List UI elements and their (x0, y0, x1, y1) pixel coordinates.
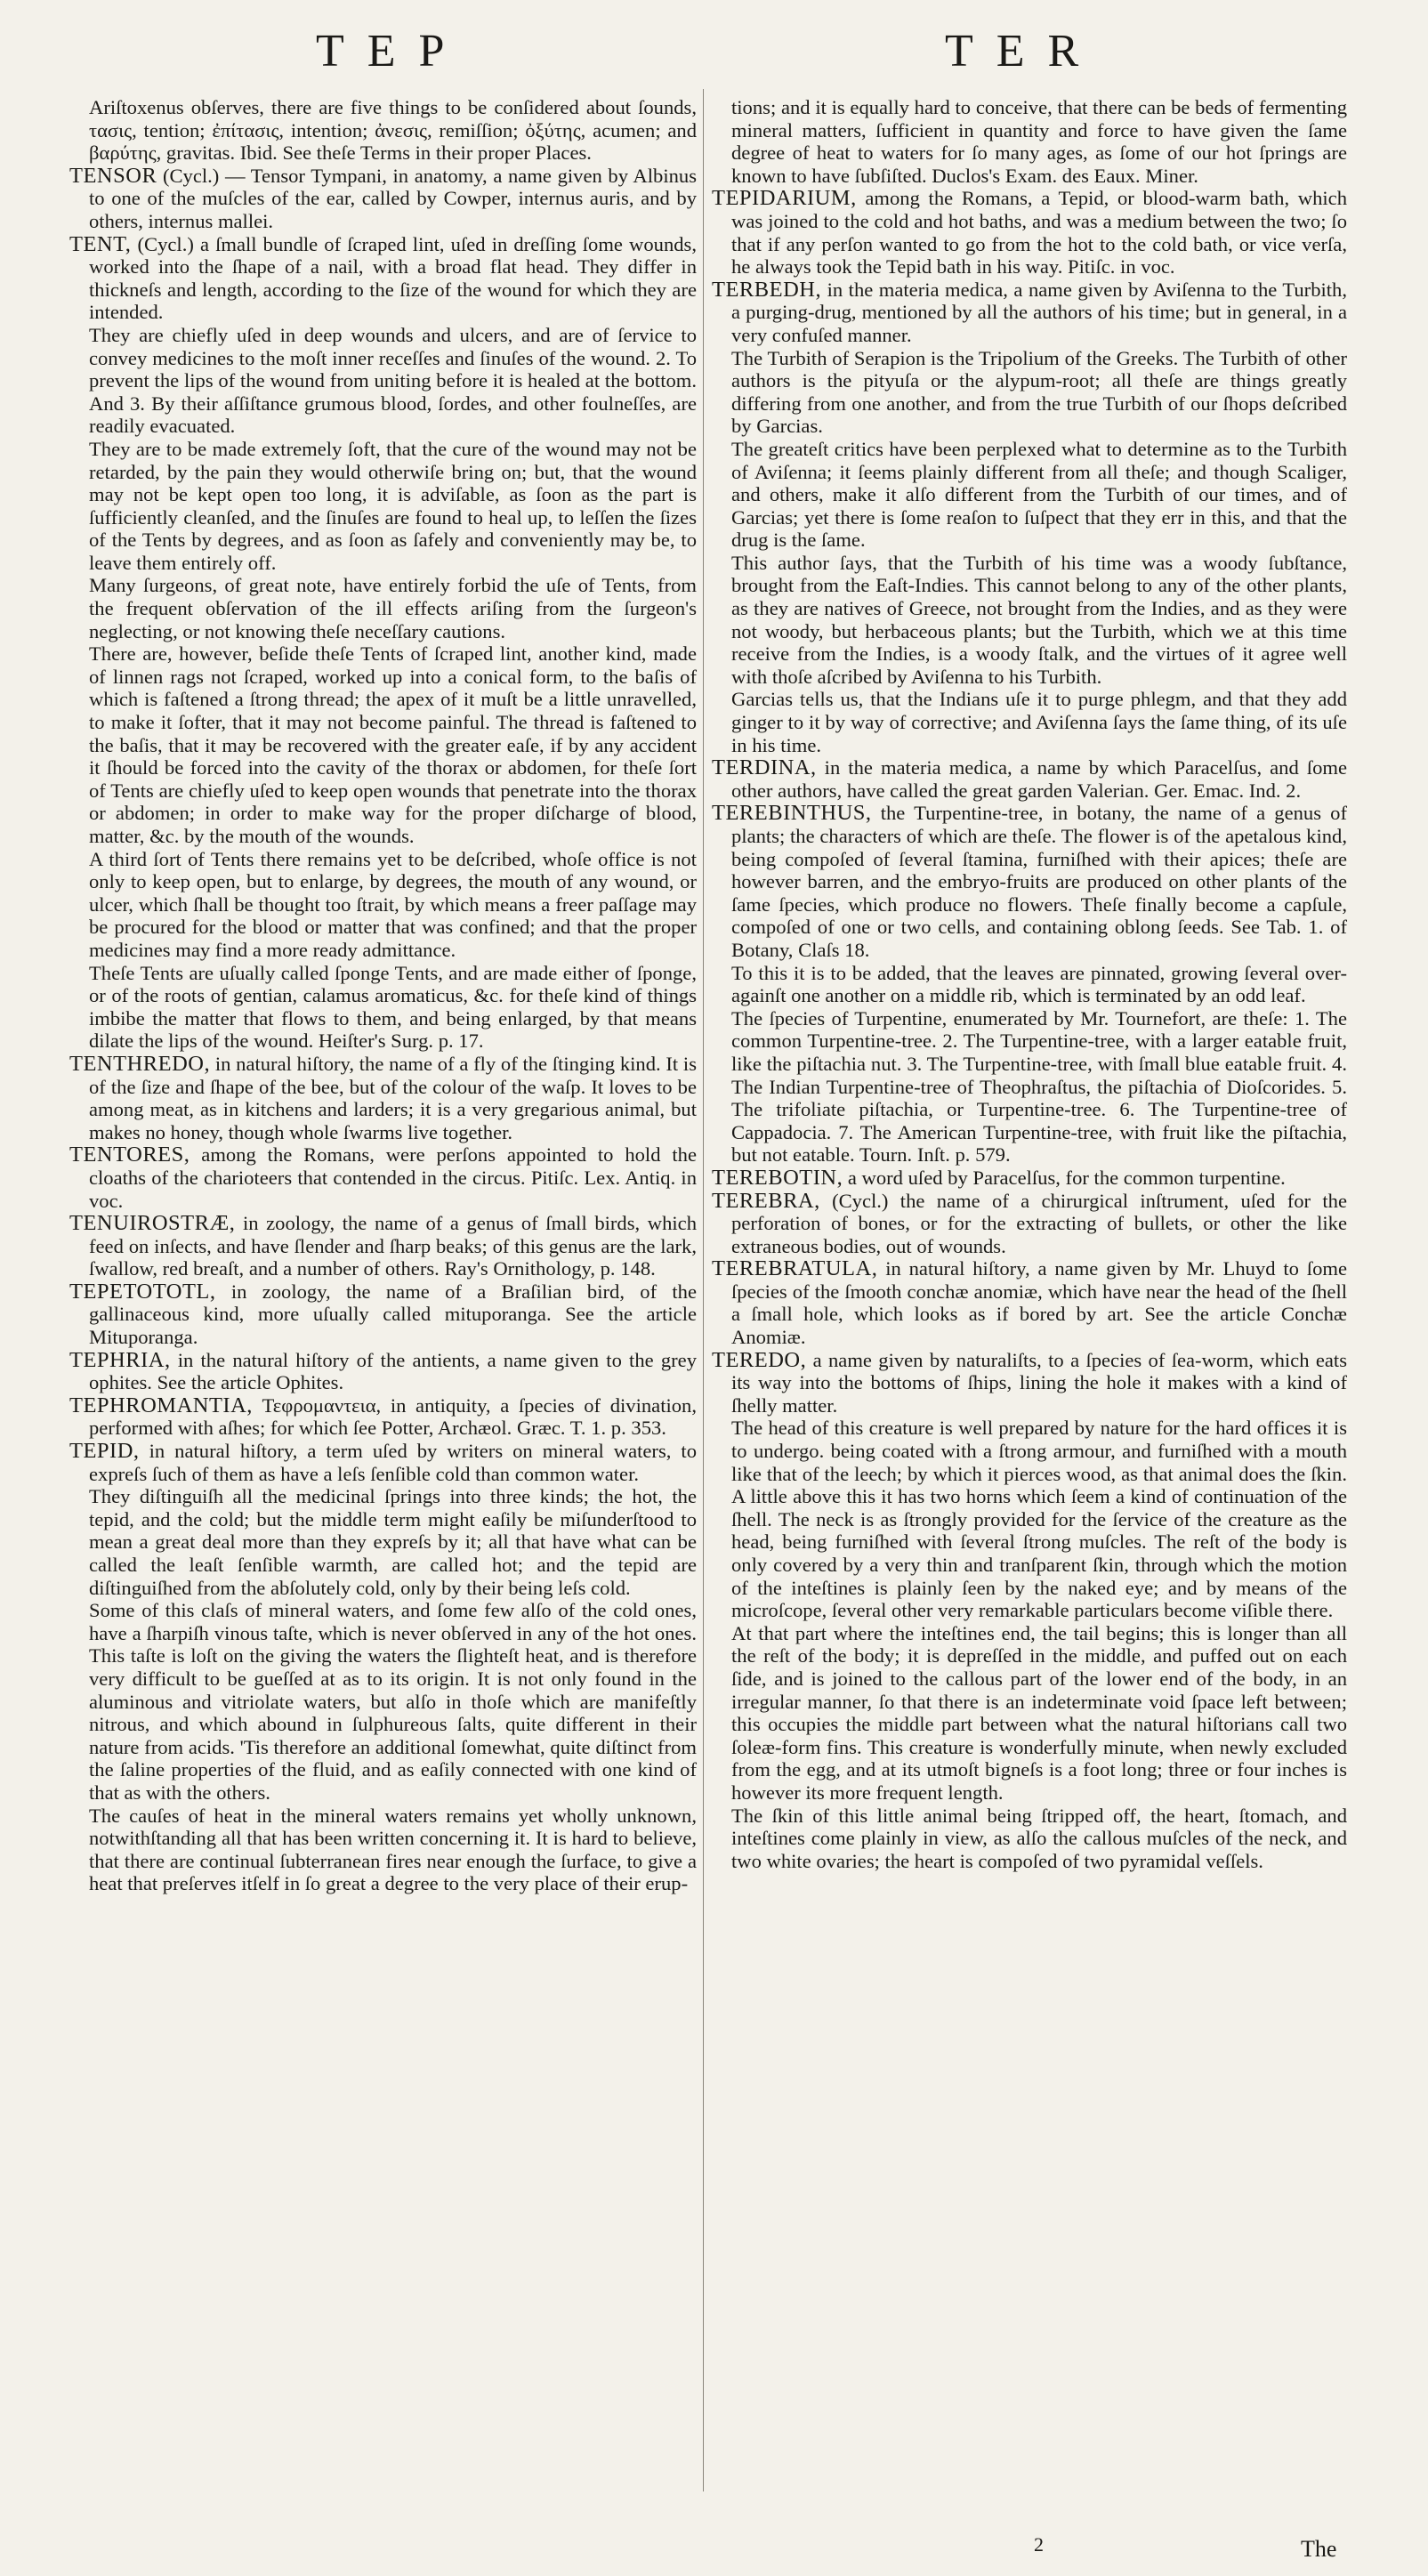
entry-tensor: TENSOR (Cycl.) — Tensor Tympani, in anatomy, a name given by Albinus to one of the muſcles of the ear, called by Cowper, internus auris, and by others, internus mallei. (69, 163, 697, 232)
entry-paragraph: The ſpecies of Turpentine, enumerated by Mr. Tournefort, are theſe: 1. The common Turpentine-tree. 2. The Turpentine-tree, with a larger eatable fruit, like the piſtachia nut. 3. The Turpentine-tree, with ſmall blue eatable fruit. 4. The Indian Turpentine-tree of Theophraſtus, the piſtachia of Dioſcorides. 5. The trifoliate piſtachia, or Turpentine-tree. 6. The Turpentine-tree of Cappadocia. 7. The American Turpentine-tree, with fruit like the piſtachia, but not eatable. Tourn. Inſt. p. 579. (731, 1006, 1347, 1167)
running-head-left: TEP (316, 26, 468, 77)
entry-tepetototl: TEPETOTOTL, in zoology, the name of a Braſilian bird, of the gallinaceous kind, more uſually called mituporanga. See the article Mituporanga. (69, 1279, 697, 1349)
headword: TEPHRIA, (69, 1347, 171, 1372)
entry-paragraph: The ſkin of this little animal being ſtripped off, the heart, ſtomach, and inteſtines come plainly in view, as alſo the callous muſcles of the neck, and two white ovaries; the heart is compoſed of two pyramidal veſſels. (731, 1804, 1347, 1872)
entry-paragraph: To this it is to be added, that the leaves are pinnated, growing ſeveral over-againſt one another on a middle rib, which is terminated by an odd leaf. (731, 961, 1347, 1007)
entry-terebra: TEREBRA, (Cycl.) the name of a chirurgical inſtrument, uſed for the perforation of bones, or for the extracting of bullets, or other the like extraneous bodies, out of wounds. (712, 1188, 1347, 1257)
running-head-right: TER (945, 26, 1102, 77)
entry-tephria: TEPHRIA, in the natural hiſtory of the antients, a name given to the grey ophites. See the article Ophites. (69, 1347, 697, 1394)
entry-tenthredo: TENTHREDO, in natural hiſtory, the name of a fly of the ſtinging kind. It is of the ſize and ſhape of the bee, but of the colour of the waſp. It loves to be among meat, as in kitchens and larders; it is a very gregarious animal, but makes no honey, though whole ſwarms live together. (69, 1051, 697, 1143)
headword: TENTHREDO, (69, 1051, 211, 1076)
headword: TENTORES, (69, 1143, 190, 1167)
headword: TEREDO, (712, 1347, 807, 1372)
entry-paragraph: A third ſort of Tents there remains yet to be deſcribed, whoſe office is not only to keep open, but to enlarge, by degrees, the mouth of any wound, or ulcer, which ſhall be thought too ſtrait, by which means a freer paſſage may be procured for the blood or matter that was confined; and that the proper medicines may find a more ready admittance. (89, 847, 697, 961)
headword: TEPID, (69, 1439, 140, 1464)
headword: TEREBRA, (712, 1188, 820, 1213)
entry-paragraph: Some of this claſs of mineral waters, and ſome few alſo of the cold ones, have a ſharpiſh vinous taſte, which is never obſerved in any of the hot ones. This taſte is loſt on the giving the waters the ſlighteſt heat, and is therefore very difficult to be gueſſed at as to its origin. It is not only found in the aluminous and vitriolate waters, but alſo in thoſe which are manifeſtly nitrous, and which abound in ſulphureous ſalts, quite different in their nature from acids. 'Tis therefore an additional ſomewhat, quite diſtinct from the ſaline properties of the fluid, and as eaſily connected with one kind of that as with the others. (89, 1599, 697, 1804)
entry-tephromantia: TEPHROMANTIA, Τεφρομαντεια, in antiquity, a ſpecies of divination, performed with aſhes; for which ſee Potter, Archæol. Græc. T. 1. p. 353. (69, 1393, 697, 1440)
entry-tentores: TENTORES, among the Romans, were perſons appointed to hold the cloaths of the charioteers that contended in the circus. Pitiſc. Lex. Antiq. in voc. (69, 1143, 697, 1212)
headword: TERBEDH, (712, 277, 822, 302)
entry-tent: TENT, (Cycl.) a ſmall bundle of ſcraped lint, uſed in dreſſing ſome wounds, worked into the ſhape of a nail, with a broad flat head. They differ in thickneſs and length, according to the ſize of the wound for which they are intended. (69, 231, 697, 324)
catchword: The (1301, 2536, 1337, 2562)
entry-paragraph: There are, however, beſide theſe Tents of ſcraped lint, another kind, made of linnen rags not ſcraped, worked up into a conical form, to the baſis of which is faſtened a ſtrong thread; the apex of it muſt be a little unravelled, to make it ſofter, that it may not become painful. The thread is faſtened to the baſis, that it may be recovered with the greater eaſe, if by any accident it ſhould be forced into the cavity of the thorax or abdomen, for theſe ſort of Tents are chiefly uſed to keep open wounds that penetrate into the thorax or abdomen; in order to make way for the proper diſcharge of blood, matter, &c. by the mouth of the wounds. (89, 642, 697, 847)
signature-mark: 2 (1034, 2533, 1044, 2556)
headword: TEPHROMANTIA, (69, 1393, 253, 1417)
column-divider (703, 89, 704, 2491)
right-column (712, 96, 1347, 1872)
headword: TENSOR (69, 163, 157, 188)
headword: TEPIDARIUM, (712, 186, 857, 211)
entry-paragraph: The Turbith of Serapion is the Tripolium of the Greeks. The Turbith of other authors is the pityuſa or the alypum-root; all theſe are things greatly differing from one another, and from the true Turbith of our ſhops deſcribed by Garcias. (731, 346, 1347, 438)
entry-paragraph: At that part where the inteſtines end, the tail begins; this is longer than all the reſt of the body; it is depreſſed in the middle, and puffed out on each ſide, and is joined to the callous part of the lower end of the body, in an irregular manner, ſo that there is an indeterminate void ſpace left between; this occupies the middle part between what the natural hiſtorians call two ſoleæ-form fins. This creature is wonderfully minute, when newly excluded from the egg, and at its utmoſt bigneſs is a foot long; three or four inches is however its more frequent length. (731, 1621, 1347, 1804)
headword: TEREBRATULA, (712, 1256, 878, 1281)
entry-paragraph: The cauſes of heat in the mineral waters remains yet wholly unknown, notwithſtanding all that has been written concerning it. It is hard to believe, that there are continual ſubterranean fires near enough the ſurface, to give a heat that preſerves itſelf in ſo great a degree to the very place of their erup- (89, 1804, 697, 1895)
entry-terbedh: TERBEDH, in the materia medica, a name given by Aviſenna to the Turbith, a purging-drug, mentioned by all the authors of his time; but in general, in a very confuſed manner. (712, 277, 1347, 346)
headword: TENT, (69, 231, 132, 256)
entry-paragraph: Theſe Tents are uſually called ſponge Tents, and are made either of ſponge, or of the roots of gentian, calamus aromaticus, &c. for theſe kind of things imbibe the matter that flows to them, and being enlarged, by that means dilate the lips of the wound. Heiſter's Surg. p. 17. (89, 961, 697, 1053)
headword: TEREBOTIN, (712, 1165, 843, 1190)
entry-paragraph: This author ſays, that the Turbith of his time was a woody ſubſtance, brought from the Eaſt-Indies. This cannot belong to any of the other plants, as they are natives of Greece, not brought from the Indies, and as they were not woody, but herbaceous plants; but the Turbith, which we at this time receive from the Indies, is a woody ſtalk, and the virtues of it agree well with thoſe aſcribed by Aviſenna to his Turbith. (731, 551, 1347, 688)
entry-terdina: TERDINA, in the materia medica, a name by which Paracelſus, and ſome other authors, have called the great garden Valerian. Ger. Emac. Ind. 2. (712, 755, 1347, 802)
entry-terebotin: TEREBOTIN, a word uſed by Paracelſus, for the common turpentine. (712, 1165, 1286, 1190)
entry-paragraph: The head of this creature is well prepared by nature for the hard offices it is to undergo. being coated with a ſtrong armour, and furniſhed with a mouth like that of the leech; by which it pierces wood, as that animal does the ſkin. A little above this it has two horns which ſeem a kind of continuation of the ſhell. The neck is as ſtrongly provided for the ſervice of the creature as the head, being furniſhed with ſeveral ſtrong muſcles. The reſt of the body is only covered by a very thin and tranſparent ſkin, through which the motion of the inteſtines is plainly ſeen by the naked eye; and by means of the microſcope, ſeveral other very remarkable particulars become viſible there. (731, 1417, 1347, 1622)
entry-paragraph: They are to be made extremely ſoft, that the cure of the wound may not be retarded, by the pain they would otherwiſe bring on; but, that the wound may not be kept open too long, it is adviſable, as ſoon as the part is ſufficiently cleanſed, and the ſinuſes are found to heal up, to leſſen the ſizes of the Tents by degrees, and as ſoon as ſafely and conveniently may be, to leave them entirely off. (89, 437, 697, 574)
entry-teredo: TEREDO, a name given by naturaliſts, to a ſpecies of ſea-worm, which eats its way into the bottoms of ſhips, lining the hole it makes with a kind of ſhelly matter. (712, 1347, 1347, 1417)
entry-paragraph: The greateſt critics have been perplexed what to determine as to the Turbith of Aviſenna; it ſeems plainly different from all theſe; and though Scaliger, and others, make it alſo different from the Turbith of our times, and of Garcias; yet there is ſome reaſon to ſuſpect that they err in this, and that the drug is the ſame. (731, 437, 1347, 552)
entry-paragraph: Many ſurgeons, of great note, have entirely forbid the uſe of Tents, from the frequent obſervation of the ill effects ariſing from the ſurgeon's neglecting, or not knowing theſe neceſſary cautions. (89, 574, 697, 642)
entry-paragraph: tions; and it is equally hard to conceive, that there can be beds of fermenting mineral matters, ſufficient in quantity and force to have given the ſame degree of heat to waters for ſo many ages, as ſome of our hot ſprings are known to have ſubſiſted. Duclos's Exam. des Eaux. Miner. (731, 96, 1347, 187)
entry-paragraph: Garcias tells us, that the Indians uſe it to purge phlegm, and that they add ginger to it by way of corrective; and Aviſenna ſays the ſame thing, of its uſe in his time. (731, 688, 1347, 756)
entry-paragraph: They are chiefly uſed in deep wounds and ulcers, and are of ſervice to convey medicines to the moſt inner receſſes and ſinuſes of the wound. 2. To prevent the lips of the wound from uniting before it is healed at the bottom. And 3. By their aſſiſtance grumous blood, ſordes, and other foulneſſes, are readily evacuated. (89, 323, 697, 438)
entry-tenuirostrae: TENUIROSTRÆ, in zoology, the name of a genus of ſmall birds, which feed on inſects, and have ſlender and ſharp beaks; of this genus are the lark, ſwallow, red breaſt, and a number of others. Ray's Ornithology, p. 148. (69, 1211, 697, 1280)
headword: TENUIROSTRÆ, (69, 1211, 236, 1236)
headword: TEPETOTOTL, (69, 1279, 216, 1304)
entry-paragraph: Ariſtoxenus obſerves, there are five things to be conſidered about ſounds, τασις, tention; ἐπίτασις, intention; ἀνεσις, remiſſion; ὀξύτης, acumen; and βαρύτης, gravitas. Ibid. See theſe Terms in their proper Places. (89, 96, 697, 165)
entry-tepidarium: TEPIDARIUM, among the Romans, a Tepid, or blood-warm bath, which was joined to the cold and hot baths, and was a medium between the two; ſo that if any perſon wanted to go from the hot to the cold bath, or vice verſa, he always took the Tepid bath in his way. Pitiſc. in voc. (712, 186, 1347, 279)
left-column (69, 96, 697, 1895)
entry-tepid: TEPID, in natural hiſtory, a term uſed by writers on mineral waters, to expreſs ſuch of them as have a leſs ſenſible cold than common water. (69, 1439, 697, 1485)
entry-paragraph: They diſtinguiſh all the medicinal ſprings into three kinds; the hot, the tepid, and the cold; but the middle term might eaſily be miſunderſtood to mean a great deal more than they expreſs by it; all that have what can be called the leaſt ſenſible warmth, are called hot; and the tepid are diſtinguiſhed from the abſolutely cold, only by their being leſs cold. (89, 1485, 697, 1599)
headword: TERDINA, (712, 755, 817, 780)
headword: TEREBINTHUS, (712, 801, 872, 826)
entry-terebinthus: TEREBINTHUS, the Turpentine-tree, in botany, the name of a genus of plants; the characters of which are theſe. The flower is of the apetalous kind, being compoſed of ſeveral ſtamina, furniſhed with their apices; theſe are however barren, and the embryo-fruits are produced on other plants of the ſame ſpecies, which produce no flowers. Theſe finally become a capſule, compoſed of one or two cells, and containing oblong ſeeds. See Tab. 1. of Botany, Claſs 18. (712, 801, 1347, 961)
entry-terebratula: TEREBRATULA, in natural hiſtory, a name given by Mr. Lhuyd to ſome ſpecies of the ſmooth conchæ anomiæ, which have near the head of the ſhell a ſmall hole, which looks as if bored by art. See the article Conchæ Anomiæ. (712, 1256, 1347, 1349)
